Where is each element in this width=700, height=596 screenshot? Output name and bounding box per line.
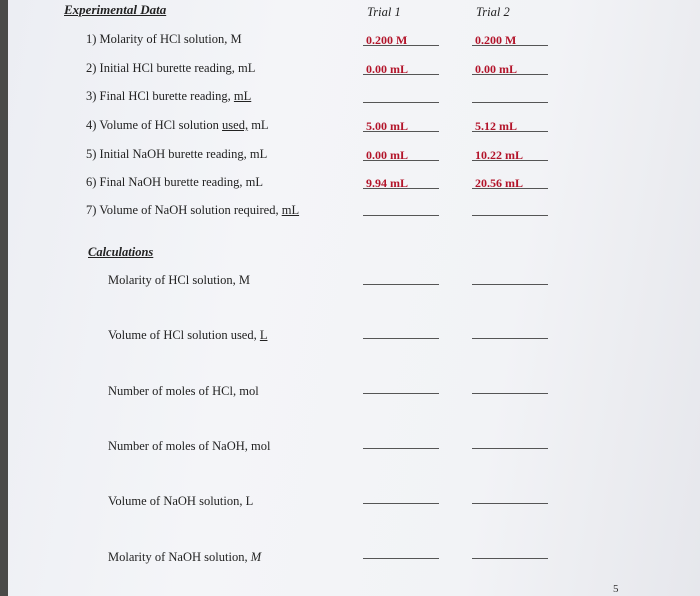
row-4-trial2-line — [472, 131, 548, 132]
calc-2-trial2-line[interactable] — [472, 338, 548, 339]
row-1-trial2-value[interactable]: 0.200 M — [475, 33, 517, 47]
calc-1-trial2-line[interactable] — [472, 284, 548, 285]
row-2-trial2-value[interactable]: 0.00 mL — [475, 62, 517, 76]
calc-5-label: Volume of NaOH solution, L — [108, 494, 254, 508]
row-4-trial1-value[interactable]: 5.00 mL — [366, 119, 408, 133]
calc-2-trial1-line[interactable] — [363, 338, 439, 339]
row-7-trial1-line[interactable] — [363, 215, 439, 216]
row-2-trial2-line — [472, 74, 548, 75]
row-4-trial1-line — [363, 131, 439, 132]
row-7-label: 7) Volume of NaOH solution required, mL — [86, 203, 300, 217]
row-5-trial1-line — [363, 160, 439, 161]
calc-2-label: Volume of HCl solution used, L — [108, 328, 268, 342]
row-1-label: 1) Molarity of HCl solution, M — [86, 32, 242, 46]
row-6-trial1-value[interactable]: 9.94 mL — [366, 176, 408, 190]
page-number: 5 — [613, 583, 619, 595]
calc-4-trial1-line[interactable] — [363, 448, 439, 449]
calc-3-trial2-line[interactable] — [472, 393, 548, 394]
trial1-header: Trial 1 — [367, 5, 401, 19]
row-2-label: 2) Initial HCl burette reading, mL — [86, 61, 256, 75]
row-6-trial1-line — [363, 188, 439, 189]
calc-1-trial1-line[interactable] — [363, 284, 439, 285]
calc-6-label: Molarity of NaOH solution, M — [108, 550, 262, 564]
row-7-trial2-line[interactable] — [472, 215, 548, 216]
row-1-trial1-line — [363, 45, 439, 46]
row-5-label: 5) Initial NaOH burette reading, mL — [86, 147, 268, 161]
row-6-trial2-value[interactable]: 20.56 mL — [475, 176, 523, 190]
calculations-heading: Calculations — [88, 245, 154, 259]
row-5-trial2-line — [472, 160, 548, 161]
row-3-trial1-line[interactable] — [363, 102, 439, 103]
row-1-trial1-value[interactable]: 0.200 M — [366, 33, 408, 47]
calc-1-label: Molarity of HCl solution, M — [108, 273, 251, 287]
row-2-trial1-value[interactable]: 0.00 mL — [366, 62, 408, 76]
calc-3-label: Number of moles of HCl, mol — [108, 384, 259, 398]
row-5-trial1-value[interactable]: 0.00 mL — [366, 148, 408, 162]
row-4-trial2-value[interactable]: 5.12 mL — [475, 119, 517, 133]
calc-5-trial2-line[interactable] — [472, 503, 548, 504]
calc-3-trial1-line[interactable] — [363, 393, 439, 394]
worksheet-page — [8, 0, 700, 596]
calc-5-trial1-line[interactable] — [363, 503, 439, 504]
row-3-trial2-line[interactable] — [472, 102, 548, 103]
trial2-header: Trial 2 — [476, 5, 510, 19]
row-2-trial1-line — [363, 74, 439, 75]
calc-4-label: Number of moles of NaOH, mol — [108, 439, 271, 453]
experimental-data-heading: Experimental Data — [64, 2, 167, 17]
row-6-trial2-line — [472, 188, 548, 189]
row-3-label: 3) Final HCl burette reading, mL — [86, 89, 252, 103]
row-1-trial2-line — [472, 45, 548, 46]
row-4-label: 4) Volume of HCl solution used, mL — [86, 118, 269, 132]
calc-6-trial1-line[interactable] — [363, 558, 439, 559]
row-5-trial2-value[interactable]: 10.22 mL — [475, 148, 523, 162]
row-6-label: 6) Final NaOH burette reading, mL — [86, 175, 264, 189]
calc-4-trial2-line[interactable] — [472, 448, 548, 449]
calc-6-trial2-line[interactable] — [472, 558, 548, 559]
